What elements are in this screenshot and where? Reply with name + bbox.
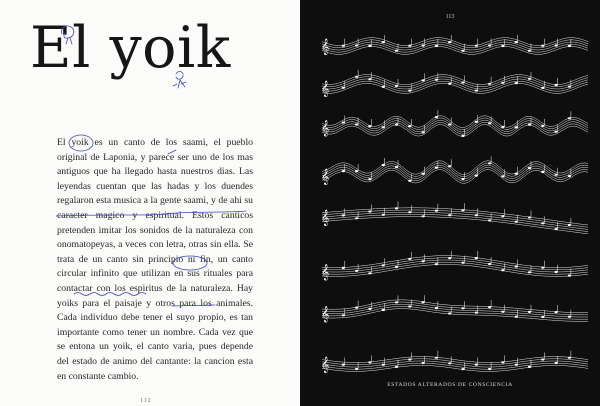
staff-line: [322, 118, 588, 130]
note-head: [555, 174, 558, 176]
note-head: [568, 86, 571, 88]
note-head: [408, 90, 411, 92]
note-head: [382, 126, 385, 128]
treble-clef-icon: 𝄞: [321, 81, 330, 98]
note-head: [501, 45, 504, 47]
treble-clef-icon: 𝄞: [321, 210, 330, 227]
note-head: [541, 358, 544, 360]
note-head: [515, 173, 518, 175]
note-head: [555, 271, 558, 273]
note-head: [501, 126, 504, 128]
note-head: [342, 170, 345, 172]
note-head: [541, 316, 544, 318]
note-head: [488, 219, 491, 221]
staff-7: [321, 295, 588, 322]
note-head: [568, 117, 571, 119]
note-head: [342, 87, 345, 89]
note-head: [555, 44, 558, 46]
note-head: [368, 78, 371, 80]
note-head: [342, 121, 345, 123]
staff-3: [321, 110, 588, 137]
note-head: [422, 260, 425, 262]
note-head: [355, 170, 358, 172]
note-head: [422, 173, 425, 175]
note-head: [368, 178, 371, 180]
underline-spirit: [56, 214, 168, 216]
note-head: [475, 45, 478, 47]
treble-clef-icon: 𝄞: [321, 120, 330, 137]
note-head: [488, 122, 491, 124]
note-head: [435, 357, 438, 359]
note-head: [422, 215, 425, 217]
note-head: [382, 86, 385, 88]
circle-circular: [173, 256, 207, 270]
note-head: [435, 307, 438, 309]
note-head: [355, 270, 358, 272]
note-head: [488, 44, 491, 46]
note-head: [501, 269, 504, 271]
note-head: [448, 257, 451, 259]
staff-2: [321, 70, 588, 97]
staff-line: [322, 81, 588, 91]
note-head: [395, 85, 398, 87]
treble-clef-icon: 𝄞: [321, 264, 330, 281]
note-head: [408, 45, 411, 47]
note-head: [501, 215, 504, 217]
note-head: [395, 266, 398, 268]
note-head: [368, 308, 371, 310]
wavy-underline: [74, 293, 146, 296]
note-head: [355, 307, 358, 309]
note-head: [395, 301, 398, 303]
note-head: [568, 275, 571, 277]
note-head: [541, 222, 544, 224]
note-head: [568, 175, 571, 177]
note-head: [355, 76, 358, 78]
note-head: [488, 306, 491, 308]
note-head: [422, 131, 425, 133]
note-head: [435, 167, 438, 169]
note-head: [475, 364, 478, 366]
note-head: [408, 211, 411, 213]
page-title: El yoik: [30, 15, 231, 81]
note-head: [408, 358, 411, 360]
note-head: [488, 263, 491, 265]
note-head: [528, 311, 531, 313]
note-head: [435, 79, 438, 81]
staff-5: [321, 201, 588, 233]
note-head: [342, 214, 345, 216]
note-head: [475, 312, 478, 314]
note-head: [475, 90, 478, 92]
note-head: [461, 178, 464, 180]
note-head: [448, 41, 451, 43]
note-head: [382, 41, 385, 43]
note-head: [555, 362, 558, 364]
note-head: [501, 361, 504, 363]
note-head: [395, 207, 398, 209]
note-head: [501, 175, 504, 177]
doodle-sketch-top: [62, 26, 74, 44]
staff-line: [322, 217, 588, 234]
note-head: [555, 311, 558, 313]
note-head: [422, 362, 425, 364]
note-head: [448, 362, 451, 364]
note-head: [528, 216, 531, 218]
note-head: [501, 82, 504, 84]
note-head: [422, 79, 425, 81]
staff-6: [321, 251, 588, 280]
note-head: [368, 361, 371, 363]
staff-line: [322, 212, 588, 229]
right-page: [300, 0, 600, 406]
figure-caption: ESTADOS ALTERADOS DE CONSCIENCIA: [387, 382, 513, 388]
note-head: [515, 41, 518, 43]
underline-animales: [172, 305, 215, 306]
note-head: [435, 263, 438, 265]
note-head: [515, 316, 518, 318]
note-head: [461, 368, 464, 370]
note-head: [355, 217, 358, 219]
underline-magic: [163, 211, 246, 214]
note-head: [448, 312, 451, 314]
note-head: [568, 45, 571, 47]
note-head: [342, 314, 345, 316]
note-head: [382, 264, 385, 266]
treble-clef-icon: 𝄞: [321, 39, 330, 55]
note-head: [461, 307, 464, 309]
note-head: [461, 81, 464, 83]
note-head: [355, 44, 358, 46]
note-head: [528, 50, 531, 52]
note-head: [555, 228, 558, 230]
note-head: [528, 366, 531, 368]
note-head: [515, 82, 518, 84]
note-head: [342, 45, 345, 47]
note-head: [555, 84, 558, 86]
note-head: [355, 368, 358, 370]
note-head: [528, 124, 531, 126]
note-head: [555, 131, 558, 133]
note-head: [408, 180, 411, 182]
note-head: [461, 262, 464, 264]
note-head: [355, 123, 358, 125]
note-head: [461, 209, 464, 211]
note-head: [408, 125, 411, 127]
note-head: [461, 50, 464, 52]
staff-line: [322, 214, 588, 231]
note-head: [368, 45, 371, 47]
treble-clef-icon: 𝄞: [321, 306, 330, 323]
note-head: [448, 123, 451, 125]
note-head: [501, 311, 504, 313]
note-head: [541, 267, 544, 269]
note-head: [448, 165, 451, 167]
mark-parece: [168, 150, 176, 154]
note-head: [435, 210, 438, 212]
note-head: [382, 164, 385, 166]
note-head: [475, 257, 478, 259]
note-head: [368, 210, 371, 212]
note-head: [382, 364, 385, 366]
note-head: [528, 167, 531, 169]
page-number-left: 112: [140, 398, 152, 404]
treble-clef-icon: 𝄞: [321, 168, 330, 185]
note-head: [448, 83, 451, 85]
note-head: [435, 116, 438, 118]
note-head: [395, 50, 398, 52]
doodle-figure: [173, 72, 186, 88]
staff-line: [322, 256, 588, 268]
note-head: [541, 87, 544, 89]
note-head: [422, 301, 425, 303]
staff-1: [321, 35, 588, 55]
note-head: [408, 305, 411, 307]
note-head: [515, 265, 518, 267]
staff-4: [321, 156, 588, 185]
circle-yoik: [69, 135, 93, 151]
note-head: [475, 214, 478, 216]
note-head: [488, 368, 491, 370]
body-text: El yoik es un canto de los saami, el pueblo original de Laponia, y parece ser uno de los mas antiguos que ha llegado hasta nuestros dias. Las leyendas cuentan que las hadas y los duendes regalaron esta musica a la gente saami, y de ahi su caracter magico y espiritual. Estos canticos pretenden imitar los sonidos de la naturaleza con onomatopeyas, a veces con letra, otras sin ella. Se trata de un canto sin principio ni fin, un canto circular infinito que utilizan en sus rituales para contactar con los espiritus de la naturaleza. Hay yoiks para el paisaje y otros para los animales. Cada individuo debe tener el suyo propio, es tan importante como tener un nombre. Cada vez que se entona un yoik, el canto varia, pues depende del estado de animo del cantante: la cancion esta en constante cambio.: [57, 137, 253, 382]
note-head: [395, 366, 398, 368]
staff-line: [322, 258, 588, 270]
note-head: [515, 364, 518, 366]
treble-clef-icon: 𝄞: [321, 357, 330, 373]
note-head: [382, 214, 385, 216]
note-head: [528, 271, 531, 273]
note-head: [368, 125, 371, 127]
note-head: [342, 364, 345, 366]
note-head: [342, 267, 345, 269]
page-number-right: 113: [445, 14, 455, 20]
note-head: [541, 125, 544, 127]
note-head: [568, 224, 571, 226]
note-head: [568, 316, 571, 318]
note-head: [448, 214, 451, 216]
note-head: [488, 162, 491, 164]
note-head: [395, 166, 398, 168]
staff-line: [322, 116, 588, 128]
music-staves: [300, 0, 600, 406]
note-head: [435, 45, 438, 47]
note-head: [408, 258, 411, 260]
note-head: [422, 44, 425, 46]
note-head: [568, 357, 571, 359]
note-head: [395, 124, 398, 126]
note-head: [368, 272, 371, 274]
note-head: [382, 309, 385, 311]
note-head: [528, 78, 531, 80]
note-head: [475, 121, 478, 123]
note-head: [475, 175, 478, 177]
note-head: [541, 171, 544, 173]
note-head: [515, 126, 518, 128]
note-head: [488, 83, 491, 85]
staff-line: [322, 83, 588, 93]
staff-8: [321, 351, 588, 373]
note-head: [541, 45, 544, 47]
note-head: [461, 135, 464, 137]
note-head: [515, 221, 518, 223]
